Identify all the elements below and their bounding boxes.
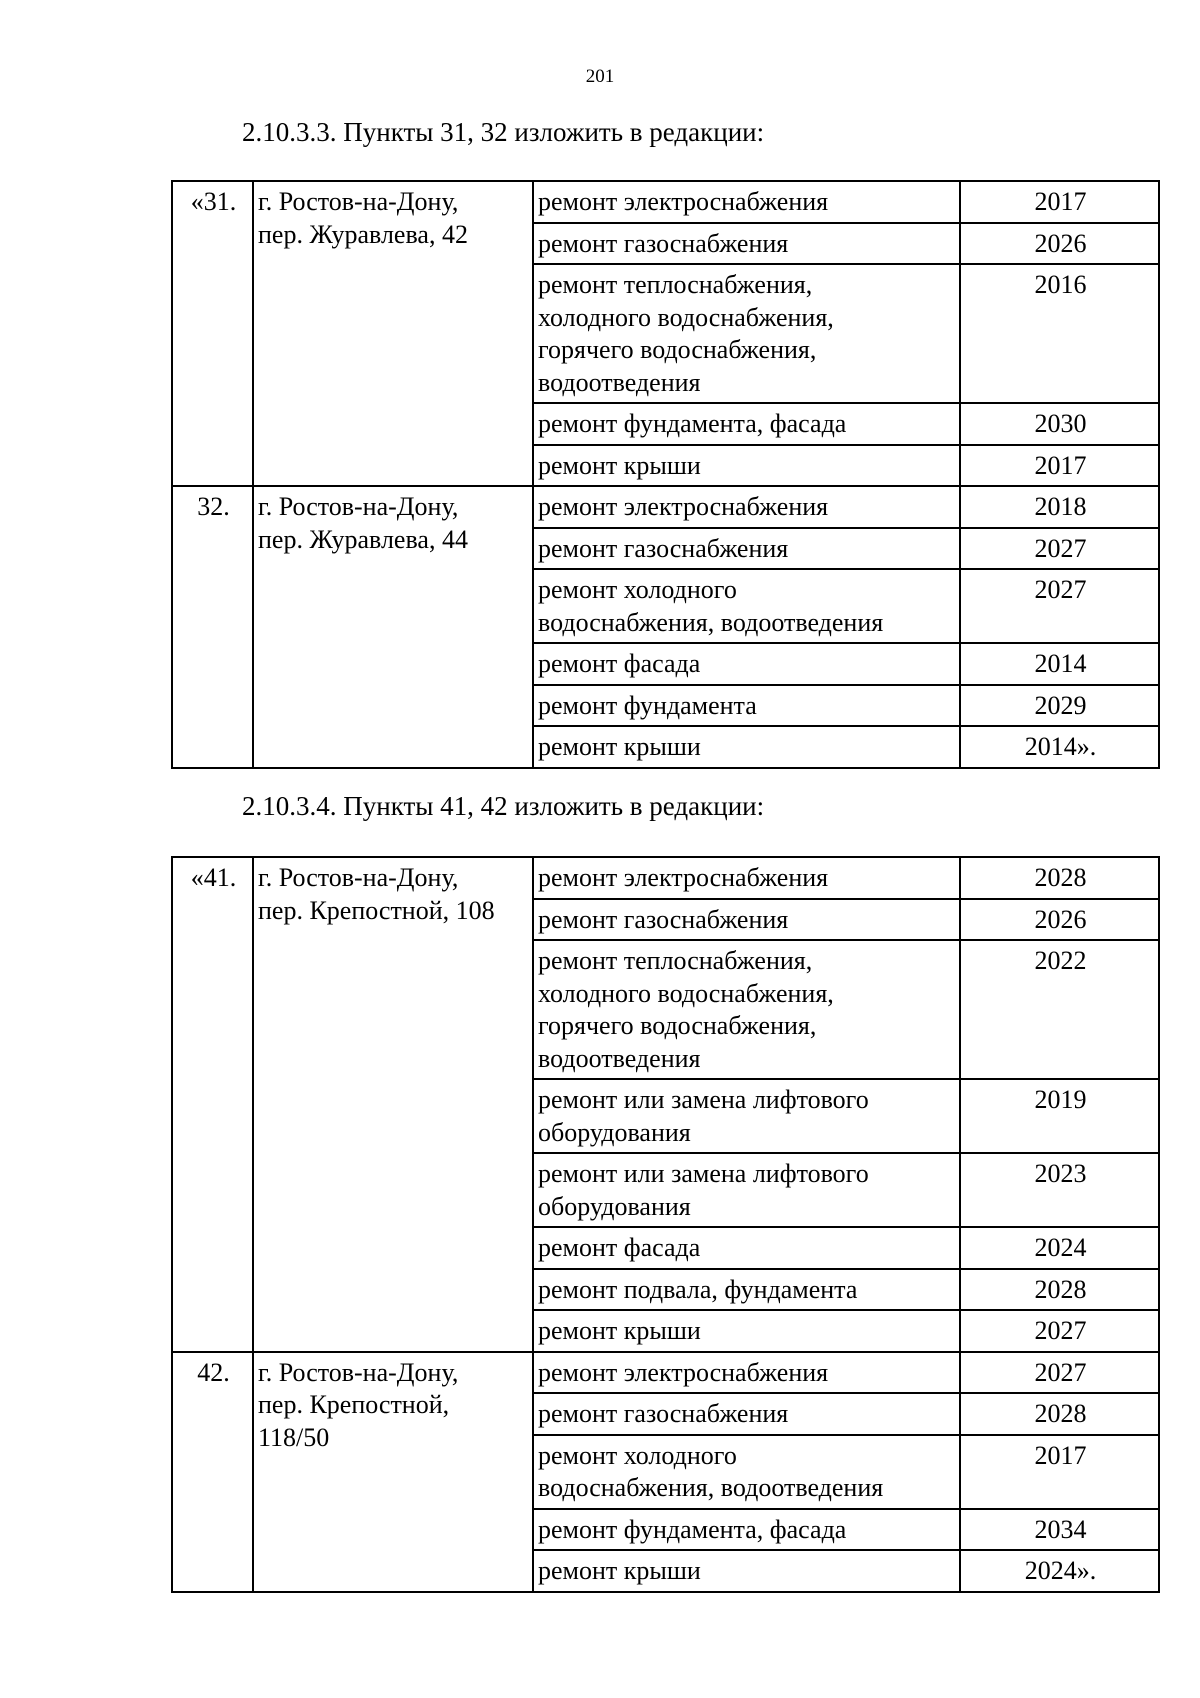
work-line: ремонт холодного — [538, 1440, 737, 1470]
entry-address — [253, 486, 533, 768]
work-year: 2023 — [960, 1153, 1159, 1227]
work-type: ремонт фундамента, фасада — [533, 1509, 960, 1551]
work-line: холодного водоснабжения, — [538, 302, 834, 332]
table-row — [172, 486, 1159, 528]
entry-number: 32. — [172, 486, 253, 768]
work-year: 2019 — [960, 1079, 1159, 1153]
work-type: ремонт фасада — [533, 643, 960, 685]
address-line: 118/50 — [258, 1422, 330, 1452]
work-year: 2014 — [960, 643, 1159, 685]
address-line: пер. Крепостной, 108 — [258, 895, 495, 925]
work-year: 2028 — [960, 1269, 1159, 1311]
work-line: горячего водоснабжения, — [538, 1011, 817, 1040]
entry-address — [253, 181, 533, 486]
repair-schedule-table — [171, 856, 1160, 1593]
work-type — [533, 940, 960, 1079]
section-intro: 2.10.3.4. Пункты 41, 42 изложить в редакции: — [242, 791, 765, 821]
work-line: горячего водоснабжения, — [538, 335, 817, 364]
address-line: пер. Журавлева, 44 — [258, 524, 468, 554]
work-type — [533, 569, 960, 643]
work-line: ремонт или замена лифтового — [538, 1159, 869, 1188]
work-year: 2016 — [960, 264, 1159, 403]
work-type: ремонт крыши — [533, 1550, 960, 1592]
work-type: ремонт крыши — [533, 726, 960, 768]
address-line: г. Ростов-на-Дону, — [258, 492, 459, 521]
work-type — [533, 1079, 960, 1153]
page-number: 201 — [585, 66, 615, 87]
work-line: оборудования — [538, 1117, 691, 1147]
work-year: 2014». — [960, 726, 1159, 768]
work-line: оборудования — [538, 1191, 691, 1221]
work-year: 2028 — [960, 1393, 1159, 1435]
work-type — [533, 264, 960, 403]
work-line: холодного водоснабжения, — [538, 978, 834, 1008]
work-line: водоотведения — [538, 367, 701, 397]
work-type — [533, 1153, 960, 1227]
repair-schedule-table — [171, 180, 1160, 769]
work-line: ремонт или замена лифтового — [538, 1085, 869, 1114]
work-type: ремонт газоснабжения — [533, 899, 960, 941]
work-type: ремонт фундамента — [533, 685, 960, 727]
work-year: 2030 — [960, 403, 1159, 445]
work-type — [533, 1435, 960, 1509]
address-line: г. Ростов-на-Дону, — [258, 1357, 459, 1387]
work-line: ремонт теплоснабжения, — [538, 270, 813, 299]
work-year: 2022 — [960, 940, 1159, 1079]
work-year: 2027 — [960, 1352, 1159, 1394]
work-year: 2018 — [960, 486, 1159, 528]
work-type: ремонт крыши — [533, 1310, 960, 1352]
work-type: ремонт газоснабжения — [533, 223, 960, 265]
table-row — [172, 1352, 1159, 1394]
entry-number: «31. — [172, 181, 253, 486]
work-year: 2024 — [960, 1227, 1159, 1269]
table-row — [172, 181, 1159, 223]
address-line: г. Ростов-на-Дону, — [258, 863, 459, 892]
work-year: 2024». — [960, 1550, 1159, 1592]
work-year: 2027 — [960, 569, 1159, 643]
table-row — [172, 857, 1159, 899]
work-year: 2029 — [960, 685, 1159, 727]
work-type: ремонт крыши — [533, 445, 960, 487]
section-intro: 2.10.3.3. Пункты 31, 32 изложить в редакции: — [242, 117, 765, 147]
work-year: 2034 — [960, 1509, 1159, 1551]
work-year: 2017 — [960, 1435, 1159, 1509]
work-type: ремонт газоснабжения — [533, 528, 960, 570]
work-line: ремонт теплоснабжения, — [538, 946, 813, 975]
work-type: ремонт подвала, фундамента — [533, 1269, 960, 1311]
entry-address — [253, 857, 533, 1352]
entry-number: «41. — [172, 857, 253, 1352]
work-year: 2027 — [960, 528, 1159, 570]
work-year: 2017 — [960, 445, 1159, 487]
work-type: ремонт электроснабжения — [533, 857, 960, 899]
work-year: 2028 — [960, 857, 1159, 899]
work-type: ремонт фасада — [533, 1227, 960, 1269]
address-line: пер. Крепостной, — [258, 1390, 450, 1419]
work-type: ремонт фундамента, фасада — [533, 403, 960, 445]
work-line: водоснабжения, водоотведения — [538, 1473, 884, 1502]
address-line: г. Ростов-на-Дону, — [258, 187, 459, 216]
work-year: 2026 — [960, 899, 1159, 941]
entry-address — [253, 1352, 533, 1592]
work-line: ремонт холодного — [538, 575, 737, 604]
work-year: 2017 — [960, 181, 1159, 223]
work-year: 2027 — [960, 1310, 1159, 1352]
work-year: 2026 — [960, 223, 1159, 265]
entry-number: 42. — [172, 1352, 253, 1592]
work-type: ремонт электроснабжения — [533, 486, 960, 528]
work-type: ремонт электроснабжения — [533, 181, 960, 223]
work-type: ремонт газоснабжения — [533, 1393, 960, 1435]
address-line: пер. Журавлева, 42 — [258, 219, 468, 249]
work-line: водоснабжения, водоотведения — [538, 607, 884, 637]
work-line: водоотведения — [538, 1043, 701, 1073]
work-type: ремонт электроснабжения — [533, 1352, 960, 1394]
